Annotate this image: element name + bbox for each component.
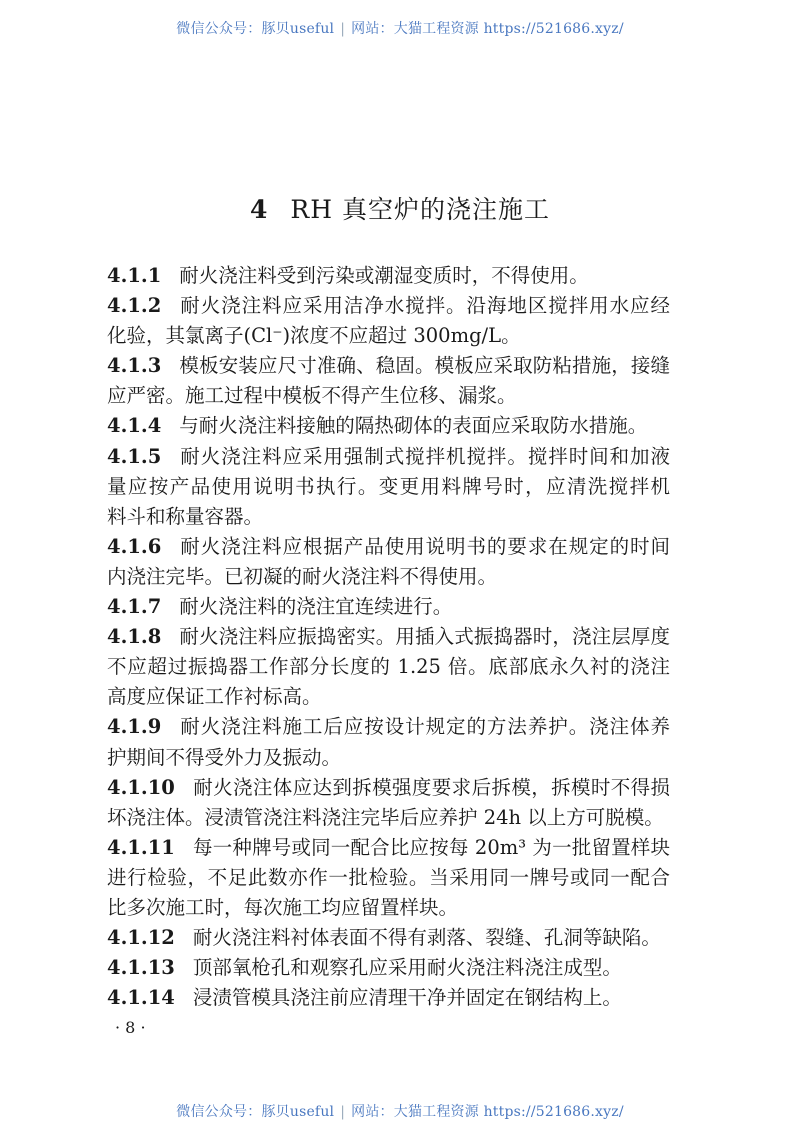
clause-text: 料斗和称量容器。 [107,504,264,528]
clause-line [107,863,670,893]
clause-text: 模板安装应尺寸准确、稳固。模板应采取防粘措施，接缝 [179,354,670,378]
clause [107,291,670,351]
clause-line [107,923,670,953]
watermark-footer [0,1101,800,1121]
clause [107,532,670,592]
clause-text: 量应按产品使用说明书执行。变更用料牌号时，应清洗搅拌机 [107,474,670,498]
clause-text: 护期间不得受外力及振动。 [107,745,342,769]
clause-line [107,321,670,351]
clause [107,592,670,622]
clause-text: 内浇注完毕。已初凝的耐火浇注料不得使用。 [107,564,498,588]
watermark-separator: | [340,1104,346,1120]
clause-line [107,953,670,983]
clause-text: 耐火浇注料施工后应按设计规定的方法养护。浇注体养 [179,715,670,739]
clause-number: 4.1.8 [107,625,162,649]
clause [107,442,670,532]
clause-line [107,893,670,923]
page-number: · 8 · [115,1018,146,1038]
clause-number: 4.1.6 [107,534,162,558]
clause-text: 耐火浇注料的浇注宜连续进行。 [179,595,453,619]
clause-line [107,351,670,381]
watermark-right: 网站：大猫工程资源 https://521686.xyz/ [351,1104,624,1120]
clause-number: 4.1.7 [107,595,162,619]
clause [107,261,670,291]
clause-number: 4.1.12 [107,926,175,950]
clause-line [107,381,670,411]
clause [107,773,670,833]
clause-line [107,411,670,441]
clause [107,712,670,772]
chapter-title-text: RH 真空炉的浇注施工 [290,195,550,224]
clause-line [107,983,670,1013]
clause-text: 耐火浇注料应采用强制式搅拌机搅拌。搅拌时间和加液 [179,444,670,468]
clause-text: 耐火浇注料应采用洁净水搅拌。沿海地区搅拌用水应经 [179,294,670,318]
clause [107,923,670,953]
clause-text: 化验，其氯离子(Cl⁻)浓度不应超过 300mg/L。 [107,324,521,348]
clause [107,351,670,411]
clause-text: 耐火浇注料衬体表面不得有剥落、裂缝、孔洞等缺陷。 [192,926,661,950]
watermark-left: 微信公众号：豚贝useful [176,21,335,37]
clause-number: 4.1.13 [107,956,175,980]
clause-line [107,622,670,652]
clause-line [107,682,670,712]
chapter-title [0,190,800,226]
clause-number: 4.1.1 [107,264,162,287]
clause-line [107,442,670,472]
clause-number: 4.1.10 [107,775,175,799]
clause-text: 应严密。施工过程中模板不得产生位移、漏浆。 [107,384,517,408]
clause-text: 比多次施工时，每次施工均应留置样块。 [107,895,459,919]
clause-line [107,773,670,803]
clause [107,622,670,712]
clause-line [107,472,670,502]
clause-text: 不应超过振捣器工作部分长度的 1.25 倍。底部底永久衬的浇注 [107,655,670,679]
clause-number: 4.1.9 [107,715,162,739]
clause-text: 耐火浇注料应振捣密实。用插入式振捣器时，浇注层厚度 [179,625,670,649]
clause-number: 4.1.3 [107,354,162,378]
watermark-separator: | [340,21,346,37]
clause-text: 耐火浇注体应达到拆模强度要求后拆模，拆模时不得损 [192,775,670,799]
clause-line [107,261,670,291]
clause-number: 4.1.4 [107,414,162,438]
clause-line [107,652,670,682]
clause-line [107,562,670,592]
clause-line [107,532,670,562]
clause-line [107,291,670,321]
clause-line [107,743,670,773]
clause-text: 高度应保证工作衬标高。 [107,685,322,709]
clause-number: 4.1.5 [107,444,162,468]
document-body [107,261,670,1043]
clause [107,411,670,441]
watermark-header [0,18,800,38]
watermark-left: 微信公众号：豚贝useful [176,1104,335,1120]
clause [107,983,670,1013]
clause-text: 耐火浇注料受到污染或潮湿变质时，不得使用。 [179,264,589,287]
clause-text: 每一种牌号或同一配合比应按每 20m³ 为一批留置样块 [192,835,670,859]
clause-number: 4.1.2 [107,294,162,318]
clause-line [107,803,670,833]
clause-line [107,833,670,863]
clause-text: 坏浇注体。浸渍管浇注料浇注完毕后应养护 24h 以上方可脱模。 [107,805,664,829]
clause-text: 进行检验，不足此数亦作一批检验。当采用同一牌号或同一配合 [107,865,670,889]
clause [107,953,670,983]
clause-text: 顶部氧枪孔和观察孔应采用耐火浇注料浇注成型。 [192,956,622,980]
clause-text: 与耐火浇注料接触的隔热砌体的表面应采取防水措施。 [179,414,648,438]
clause-text: 耐火浇注料应根据产品使用说明书的要求在规定的时间 [179,534,670,558]
clause-line [107,712,670,742]
clause-number: 4.1.14 [107,986,175,1010]
watermark-right: 网站：大猫工程资源 https://521686.xyz/ [351,21,624,37]
clause-line [107,502,670,532]
clause-line [107,592,670,622]
clause [107,833,670,923]
clause-number: 4.1.11 [107,835,175,859]
chapter-number: 4 [250,195,269,224]
clause-text: 浸渍管模具浇注前应清理干净并固定在钢结构上。 [192,986,622,1010]
